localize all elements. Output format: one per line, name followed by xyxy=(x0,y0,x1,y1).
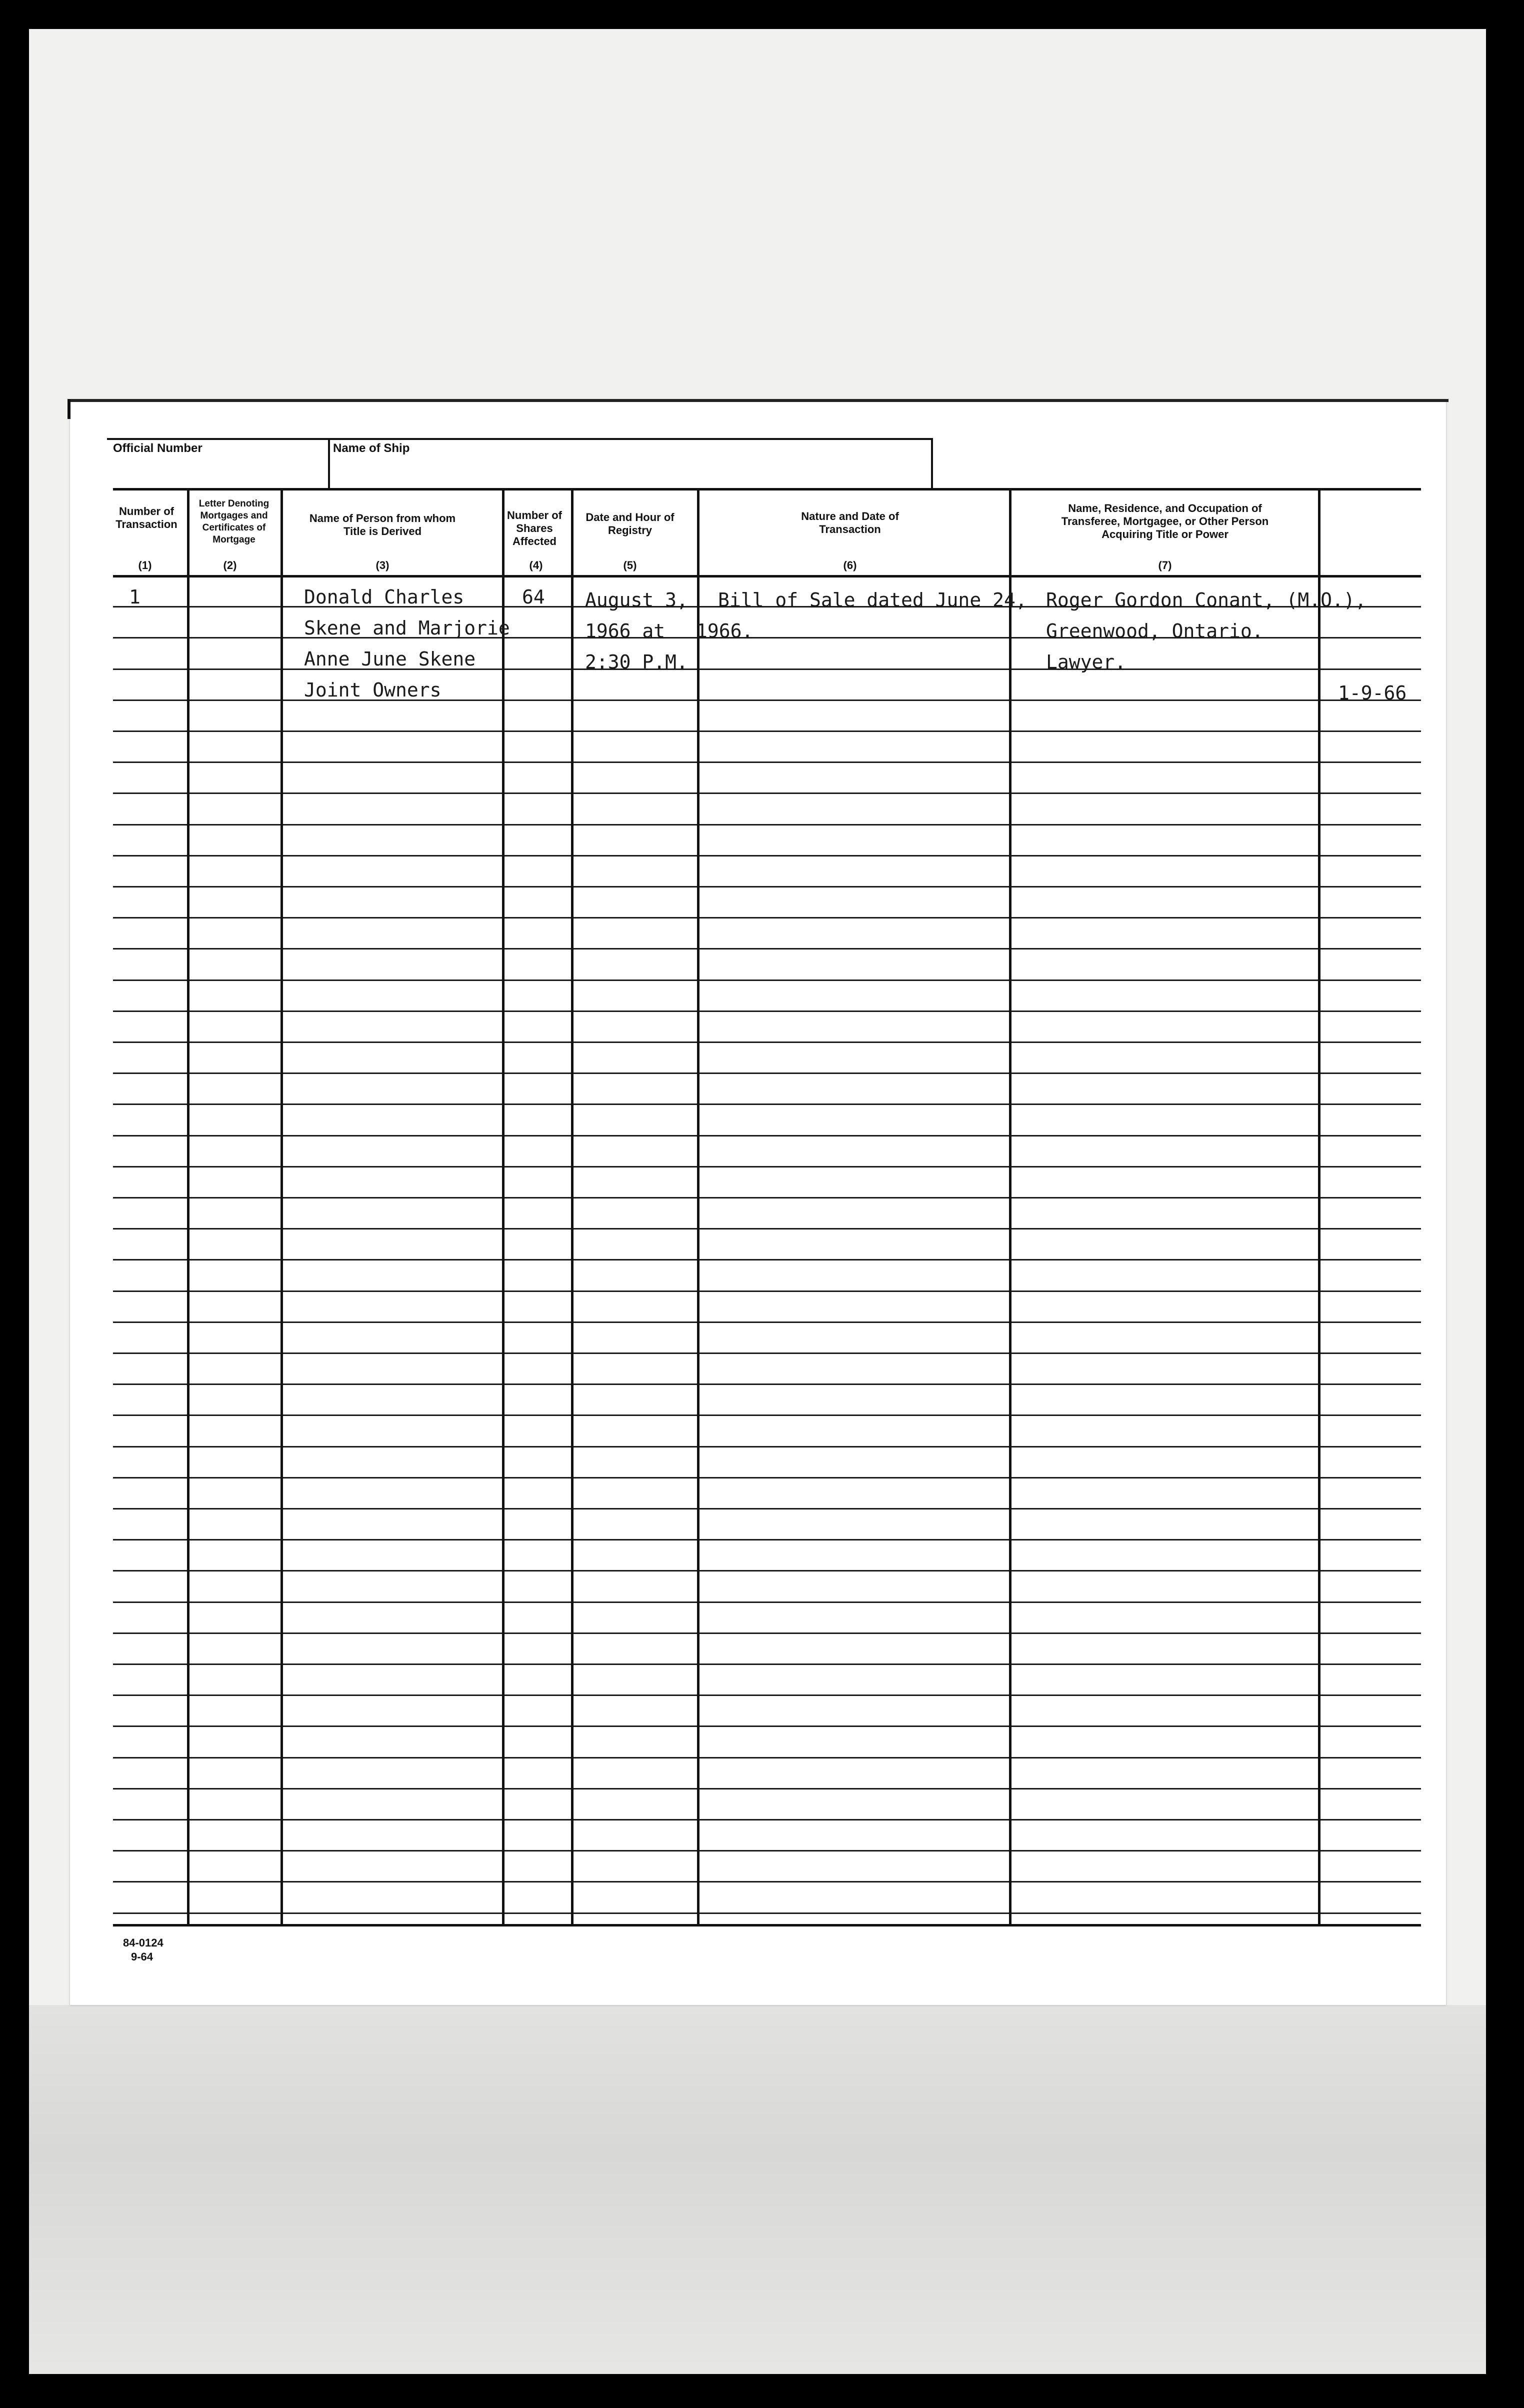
column-number-5: (5) xyxy=(623,559,637,572)
registry-line-2: 1966 at xyxy=(585,620,666,642)
form-code: 84-0124 xyxy=(123,1936,164,1949)
column-number-1: (1) xyxy=(138,559,152,572)
registry-line-1: August 3, xyxy=(585,589,688,611)
column-header-transferee: Name, Residence, and Occupation of Transferee, Mortgagee, or Other Person Acquiring Title or Power xyxy=(1061,502,1269,540)
margin-date-note: 1-9-66 xyxy=(1338,682,1407,704)
official-number-label: Official Number xyxy=(113,442,202,455)
row-rule xyxy=(113,1135,1421,1136)
row-rule xyxy=(113,1446,1421,1448)
column-header-nature: Nature and Date of Transaction xyxy=(801,510,899,536)
row-rule xyxy=(113,1104,1421,1105)
header-box-divider xyxy=(328,438,330,490)
from-person-line-4: Joint Owners xyxy=(304,679,442,701)
row-rule xyxy=(113,1881,1421,1882)
registry-line-3: 2:30 P.M. xyxy=(585,651,688,673)
header-box-border xyxy=(107,438,933,440)
header-top-rule xyxy=(113,488,1421,490)
row-rule xyxy=(113,886,1421,888)
transaction-number: 1 xyxy=(129,586,140,608)
column-header-shares: Number of Shares Affected xyxy=(507,509,562,548)
row-rule xyxy=(113,917,1421,918)
header-bottom-rule xyxy=(113,575,1421,578)
row-rule xyxy=(113,1694,1421,1696)
row-rule xyxy=(113,730,1421,732)
column-header-from-person: Name of Person from whom Title is Derived xyxy=(309,512,456,538)
row-rule xyxy=(113,824,1421,826)
row-rule xyxy=(113,1384,1421,1385)
column-divider-4 xyxy=(571,490,574,1926)
column-number-4: (4) xyxy=(529,559,543,572)
column-divider-6 xyxy=(1009,490,1012,1926)
row-rule xyxy=(113,1228,1421,1230)
row-rule xyxy=(113,980,1421,981)
row-rule xyxy=(113,948,1421,950)
row-rule xyxy=(113,1352,1421,1354)
row-rule xyxy=(113,1010,1421,1012)
row-rule xyxy=(113,1539,1421,1540)
column-divider-7 xyxy=(1318,490,1320,1926)
row-rule xyxy=(113,762,1421,763)
row-rule xyxy=(113,1912,1421,1914)
column-number-7: (7) xyxy=(1158,559,1172,572)
row-rule xyxy=(113,1602,1421,1603)
corner-mark xyxy=(68,399,70,419)
column-header-transaction-number: Number of Transaction xyxy=(116,505,178,530)
row-rule xyxy=(113,1664,1421,1665)
nature-line-1: Bill of Sale dated June 24, xyxy=(718,589,1027,611)
row-rule xyxy=(113,1322,1421,1323)
column-divider-5 xyxy=(697,490,700,1926)
form-date: 9-64 xyxy=(131,1950,154,1963)
from-person-line-2: Skene and Marjorie xyxy=(304,617,510,639)
row-rule xyxy=(113,1414,1421,1416)
row-rule xyxy=(113,1508,1421,1510)
row-rule xyxy=(113,1166,1421,1168)
row-rule xyxy=(113,1072,1421,1074)
scan-background xyxy=(29,2005,1486,2374)
column-header-registry: Date and Hour of Registry xyxy=(586,511,674,536)
header-box-border-right xyxy=(931,438,933,490)
row-rule xyxy=(113,1788,1421,1790)
row-rule xyxy=(113,855,1421,856)
name-of-ship-label: Name of Ship xyxy=(333,442,410,455)
transferee-line-3: Lawyer. xyxy=(1046,651,1126,673)
column-number-3: (3) xyxy=(376,559,390,572)
transferee-line-2: Greenwood, Ontario. xyxy=(1046,620,1264,642)
column-header-mortgage-letter: Letter Denoting Mortgages and Certificates of Mortgage xyxy=(198,498,270,545)
column-divider-2 xyxy=(280,490,283,1926)
column-divider-1 xyxy=(187,490,190,1926)
table-bottom-rule xyxy=(113,1924,1421,1926)
row-rule xyxy=(113,1570,1421,1572)
column-number-2: (2) xyxy=(223,559,237,572)
transferee-line-1: Roger Gordon Conant, (M.O.), xyxy=(1046,589,1366,611)
row-rule xyxy=(113,1726,1421,1727)
shares-affected: 64 xyxy=(522,586,545,608)
row-rule xyxy=(113,792,1421,794)
row-rule xyxy=(113,1757,1421,1758)
row-rule xyxy=(113,1042,1421,1043)
nature-line-2: 1966. xyxy=(696,620,754,642)
row-rule xyxy=(113,1197,1421,1198)
row-rule xyxy=(113,1632,1421,1634)
column-divider-3 xyxy=(502,490,504,1926)
row-rule xyxy=(113,1819,1421,1820)
row-rule xyxy=(113,1850,1421,1852)
from-person-line-3: Anne June Skene xyxy=(304,648,476,670)
from-person-line-1: Donald Charles xyxy=(304,586,464,608)
column-number-6: (6) xyxy=(843,559,857,572)
row-rule xyxy=(113,1477,1421,1478)
row-rule xyxy=(113,1290,1421,1292)
row-rule xyxy=(113,1259,1421,1260)
sheet-top-edge xyxy=(68,399,1448,402)
